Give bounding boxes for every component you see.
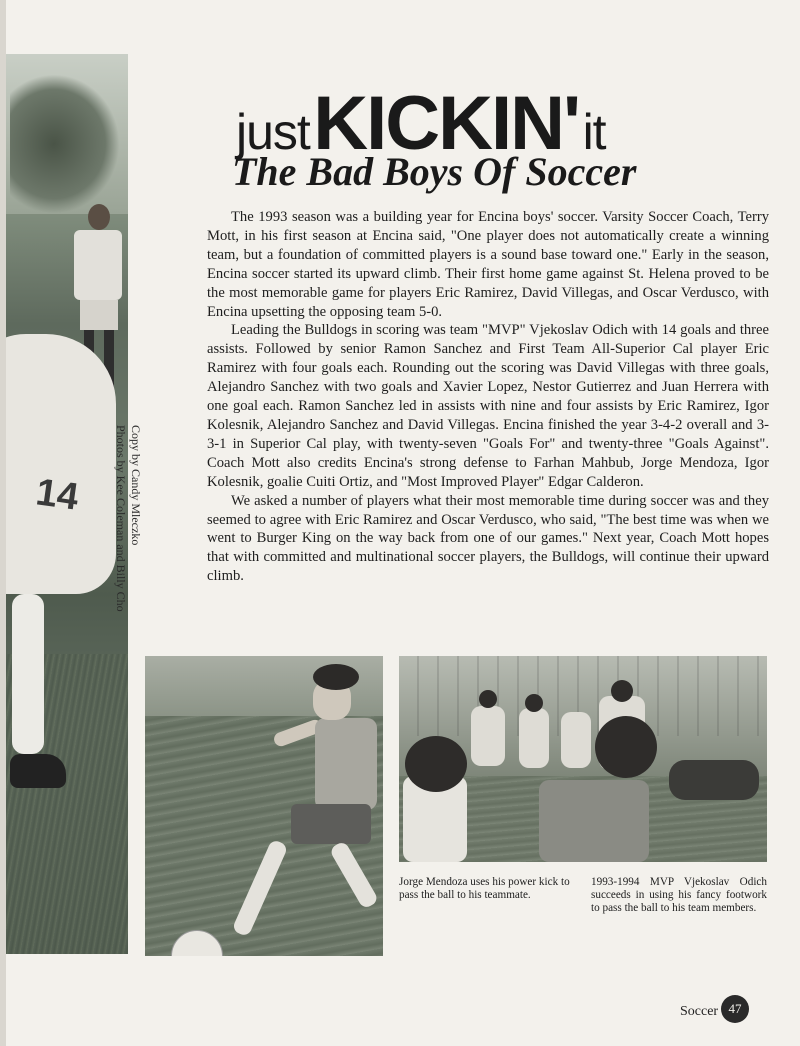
footer-section-label: Soccer bbox=[680, 1004, 719, 1019]
paragraph-1: The 1993 season was a building year for Encina boys' soccer. Varsity Soccer Coach, Terry Mott, in his first season at Encina said, "One player does not automatically create a winning team, but a foundation of committed players is a sound base toward one." Early in the season, Encina soccer started its upward climb. Their first home game against St. Helena proved to be the most memorable game for players Eric Ramirez, David Villegas, and Oscar Verdusco, with Encina upsetting the opposing team 5-0. bbox=[207, 209, 769, 320]
caption-left: Jorge Mendoza uses his power kick to pass the ball to his teammate. bbox=[399, 876, 570, 902]
jersey-number: 14 bbox=[33, 471, 82, 519]
credits bbox=[113, 425, 143, 612]
copy-credit: Copy by Candy Mleczko bbox=[129, 425, 143, 546]
foreground-player-shoe bbox=[10, 754, 66, 788]
photo-tree bbox=[10, 74, 120, 214]
team-photo bbox=[399, 656, 767, 862]
paragraph-3: We asked a number of players what their most memorable time during soccer was and they seemed to agree with Eric Ramirez and Oscar Verdusco, who said, "The best time was when we went to Burger King on the way back from one of our games." Next year, Coach Mott hopes that with committed and multinational soccer players, the Bulldogs, will continue their upward climb. bbox=[207, 492, 769, 585]
paragraph-2: Leading the Bulldogs in scoring was team "MVP" Vjekoslav Odich with 14 goals and three assists. Followed by senior Ramon Sanchez and First Team All-Superior Cal player Eric Ramirez with four goals each. Rounding out the scoring was David Villegas with three goals, Alejandro Sanchez with two goals and Xavier Lopez, Nestor Gutierrez and Juan Herrera with one goal each. Ramon Sanchez led in assists with nine and four assists by Eric Ramirez, Igor Kolesnik, Alejandro Sanchez and David Villegas. Encina finished the year 3-4-2 overall and 3-3-1 in Superior Cal play, with twenty-seven "Goals For" and twenty-three "Goals Against". Coach Mott also credits Encina's strong defense to Farhan Mahbub, Jorge Mendoza, Igor Kolesnik, goalie Cuiti Ortiz, and "Most Improved Player" Edgar Calderon. bbox=[207, 322, 769, 490]
caption-right: 1993-1994 MVP Vjekoslav Odich succeeds in using his fancy footwork to pass the ball to his team members. bbox=[591, 876, 767, 915]
left-player-photo bbox=[6, 54, 128, 954]
article-body bbox=[207, 208, 769, 586]
kick-photo bbox=[145, 656, 383, 956]
title-just: just bbox=[236, 104, 310, 160]
foreground-player-leg bbox=[12, 594, 44, 754]
photo-credit: Photos by Kee Coleman and Billy Cho bbox=[114, 425, 128, 612]
page-subtitle: The Bad Boys Of Soccer bbox=[232, 149, 637, 194]
page-number-badge: 47 bbox=[721, 995, 749, 1023]
title-kickin: KICKIN' bbox=[313, 81, 580, 166]
foreground-player bbox=[6, 334, 116, 594]
title-it: it bbox=[582, 104, 606, 160]
